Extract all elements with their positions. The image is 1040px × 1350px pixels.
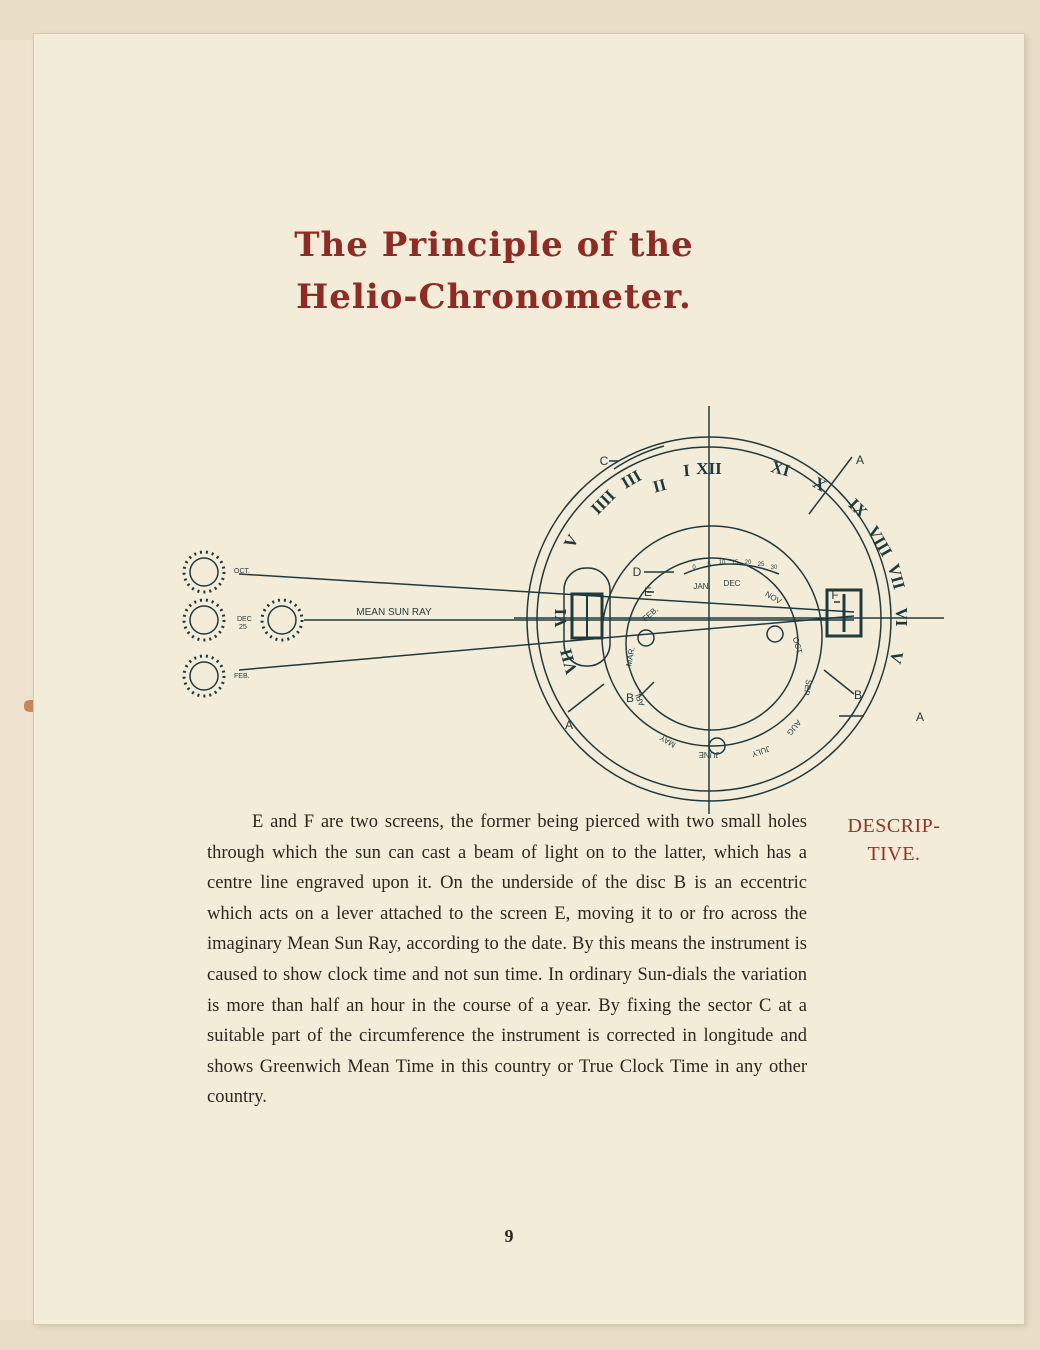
numeral-v-left: V: [559, 531, 583, 552]
label-c: C: [599, 454, 609, 468]
margin-note: [824, 812, 964, 868]
label-f: F: [831, 588, 839, 602]
label-a-top: A: [855, 453, 865, 467]
scale-mark-30: 30: [770, 565, 778, 571]
body-text: E and F are two screens, the former being pierced with two small holes through which the sun can cast a beam of light on to the latter, which has a centre line engraved upon it. On the underside of the disc B is an eccentric which acts on a lever attached to the screen E, moving it to or fro across the imaginary Mean Sun Ray, according to the date. By this means the instrument is caused to show clock time and not sun time. In ordinary Sun-dials the variation is more than half an hour in the course of a year. By fixing the sector C at a suitable part of the circumference the instrument is corrected in longitude and shows Greenwich Mean Time in this country or True Clock Time in any other country.: [207, 812, 807, 1108]
title-line-2: Helio-Chronometer.: [296, 277, 692, 317]
numeral-i: I: [682, 460, 691, 481]
ray-oct: [239, 574, 854, 612]
sun-dec-right: [262, 600, 302, 640]
month-mar: MAR.: [624, 645, 637, 668]
numeral-iii: III: [617, 466, 645, 493]
sun-dec-left: [184, 600, 224, 640]
page-title: [284, 219, 704, 323]
scale-mark-20: 20: [744, 560, 752, 566]
label-a-right: A: [915, 710, 925, 724]
numeral-ix: IX: [844, 494, 872, 522]
scale-mark-25: 25: [757, 562, 765, 568]
ray-feb: [239, 616, 854, 670]
margin-note-line-2: TIVE.: [867, 843, 921, 865]
numeral-iiii: IIII: [587, 486, 620, 519]
numeral-vi-right: VI: [892, 607, 911, 627]
disc-b-outer: [602, 526, 822, 746]
numeral-v-right: V: [885, 649, 908, 666]
page-number: 9: [504, 1226, 514, 1246]
label-dec: DEC: [237, 616, 252, 623]
month-may: MAY: [658, 733, 678, 750]
scale-mark-5: 5: [707, 562, 711, 568]
body-paragraph: [207, 807, 807, 1113]
numeral-xi: XI: [768, 457, 793, 481]
numeral-vi-left: VI: [551, 608, 570, 628]
month-dec: DEC: [723, 579, 741, 588]
numeral-xii: XII: [696, 459, 722, 478]
scale-mark-15: 15: [731, 560, 739, 566]
label-e: E: [643, 585, 653, 599]
month-feb: FEB.: [640, 604, 661, 624]
title-line-1: The Principle of the: [294, 225, 694, 265]
label-oct: OCT.: [234, 568, 250, 575]
month-july: JULY: [750, 743, 772, 759]
label-b-right: B: [853, 688, 863, 702]
eccentric-hole-2: [767, 626, 783, 642]
month-june: JUNE: [698, 750, 720, 759]
label-a-left: A: [564, 718, 574, 732]
month-apl: APL: [632, 690, 647, 708]
scale-mark-0: 0: [692, 565, 696, 571]
label-b-left: B: [625, 691, 635, 705]
label-feb: FEB.: [234, 673, 250, 680]
numeral-vii-left: VII: [556, 646, 582, 677]
sector-c-arc: [614, 446, 664, 469]
numeral-viii: VIII: [863, 522, 897, 560]
facing-page-edge: [0, 40, 37, 1320]
label-mean-sun-ray: MEAN SUN RAY: [356, 607, 432, 618]
helio-chronometer-diagram: [164, 394, 944, 834]
month-oct: OCT: [790, 636, 804, 655]
numeral-x: X: [809, 472, 830, 496]
month-jan: JAN.: [693, 582, 711, 591]
sun-feb: [184, 656, 224, 696]
sun-oct: [184, 552, 224, 592]
numeral-vii-right: VII: [883, 561, 909, 592]
label-d: D: [632, 565, 642, 579]
margin-note-line-1: DESCRIP-: [847, 815, 941, 837]
month-aug: AUG: [784, 718, 803, 738]
month-nov: NOV: [763, 589, 784, 607]
label-dec-day: 25: [239, 624, 247, 631]
month-sep: SEP: [801, 678, 814, 697]
numeral-ii: II: [650, 474, 669, 497]
book-page: [34, 34, 1024, 1324]
scale-mark-10: 10: [718, 560, 726, 566]
eccentric-hole-1: [638, 630, 654, 646]
